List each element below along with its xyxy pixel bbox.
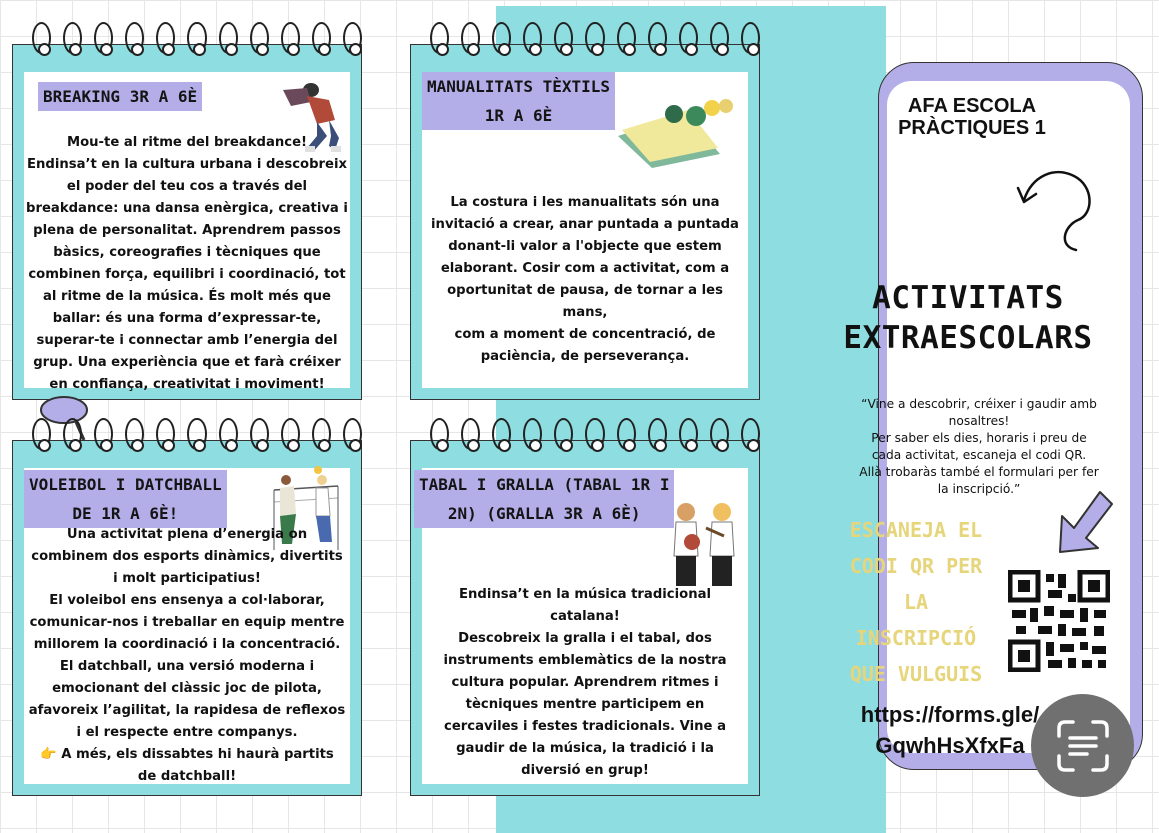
text-scan-icon [1055,718,1111,774]
qr-code-icon[interactable] [1008,570,1110,672]
binding-ring [523,418,542,450]
card-description: La costura i les manualitats són una invitació a crear, anar puntada a puntada donant-li valor a l'objecte que estem elaborant. Cosir com a activitat, com a oportunitat de pausa, de tornar a les mans, com a moment de concentració, de paciència, de perseverança. [431,195,739,364]
text-scan-button[interactable] [1031,694,1134,797]
binding-ring [63,22,82,54]
spiral-binding [32,22,362,56]
binding-ring [710,418,729,450]
binding-ring [492,22,511,54]
binding-ring [648,418,667,450]
card-title: TABAL I GRALLA (TABAL 1R I 2N) (GRALLA 3R A 6È) [414,470,674,528]
binding-ring [430,418,449,450]
curly-arrow-icon [1014,166,1098,256]
card-title: VOLEIBOL I DATCHBALL DE 1R A 6È! [24,470,227,528]
card-voleibol [12,440,362,796]
binding-ring [343,418,362,450]
binding-ring [648,22,667,54]
card-breaking [12,44,362,400]
binding-ring [219,418,238,450]
binding-ring [492,418,511,450]
binding-ring [585,22,604,54]
binding-ring [741,22,760,54]
info-quote: “Vine a descobrir, créixer i gaudir amb nosaltres! Per saber els dies, horaris i preu de cada activitat, escaneja el codi QR. Allà trobaràs també el formulari per fer la inscripció.” [859,397,1099,496]
binding-ring [617,418,636,450]
binding-ring [156,22,175,54]
binding-ring [430,22,449,54]
card-description: Una activitat plena d’energia on combinem dos esports dinàmics, divertits i molt participatius! El voleibol ens ensenya a col·laborar, comunicar-nos i treballar en equip mentre millorem la coordinació i la concentració. El datchball, una versió moderna i emocionant del clàssic joc de pilota, afavoreix l’agilitat, la rapidesa de reflexos i el respecte entre companys. 👉 A més, els dissabtes hi haurà partits de datchball! [28,527,346,784]
binding-ring [281,418,300,450]
binding-ring [187,22,206,54]
pointing-arrow-icon [1054,486,1118,558]
binding-ring [741,418,760,450]
card-manualitats [410,44,760,400]
binding-ring [125,22,144,54]
binding-ring [312,418,331,450]
binding-ring [679,418,698,450]
binding-ring [710,22,729,54]
binding-ring [523,22,542,54]
binding-ring [94,22,113,54]
binding-ring [187,418,206,450]
binding-ring [461,22,480,54]
binding-ring [461,418,480,450]
spiral-binding [32,418,362,452]
card-title: MANUALITATS TÈXTILS 1R A 6È [422,72,615,130]
binding-ring [281,22,300,54]
scan-qr-instruction: ESCANEJA EL CODI QR PER LA INSCRIPCIÓ QUE VULGUIS [849,518,983,686]
binding-ring [125,418,144,450]
binding-ring [554,418,573,450]
school-name: AFA ESCOLA PRÀCTIQUES 1 [898,95,1046,139]
binding-ring [94,418,113,450]
spiral-binding [430,22,760,56]
binding-ring [219,22,238,54]
binding-ring [156,418,175,450]
binding-ring [32,22,51,54]
form-url[interactable]: https://forms.gle/ GqwhHsXfxFa [860,702,1040,758]
card-title: BREAKING 3R A 6È [38,82,202,111]
binding-ring [679,22,698,54]
binding-ring [343,22,362,54]
card-description: Mou-te al ritme del breakdance! Endinsa’t en la cultura urbana i descobreix el poder del teu cos a través del breakdance: una dansa enèrgica, creativa i plena de personalitat. Aprendrem passos bàsics, coreografies i tècniques que combinen força, equilibri i coordinació, tot al ritme de la música. És molt més que ballar: és una forma d’expressar-te, superar-te i connectar amb l’energia del grup. Una experiència que et farà créixer en confiança, creativitat i moviment! [26,135,348,392]
binding-ring [63,418,82,450]
spiral-binding [430,418,760,452]
binding-ring [250,418,269,450]
binding-ring [250,22,269,54]
binding-ring [617,22,636,54]
activities-title: ACTIVITATS EXTRAESCOLARS [843,280,1093,356]
musicians-illustration [666,502,746,588]
card-tabal-gralla [410,440,760,796]
binding-ring [585,418,604,450]
binding-ring [32,418,51,450]
fabric-flowers-illustration [616,96,742,168]
card-description: Endinsa’t en la música tradicional catalana! Descobreix la gralla i el tabal, dos instruments emblemàtics de la nostra cultura popular. Aprendrem ritmes i tècniques mentre participem en cercaviles i festes tradicionals. Vine a gaudir de la música, la tradició i la diversió en grup! [443,587,727,778]
binding-ring [312,22,331,54]
binding-ring [554,22,573,54]
